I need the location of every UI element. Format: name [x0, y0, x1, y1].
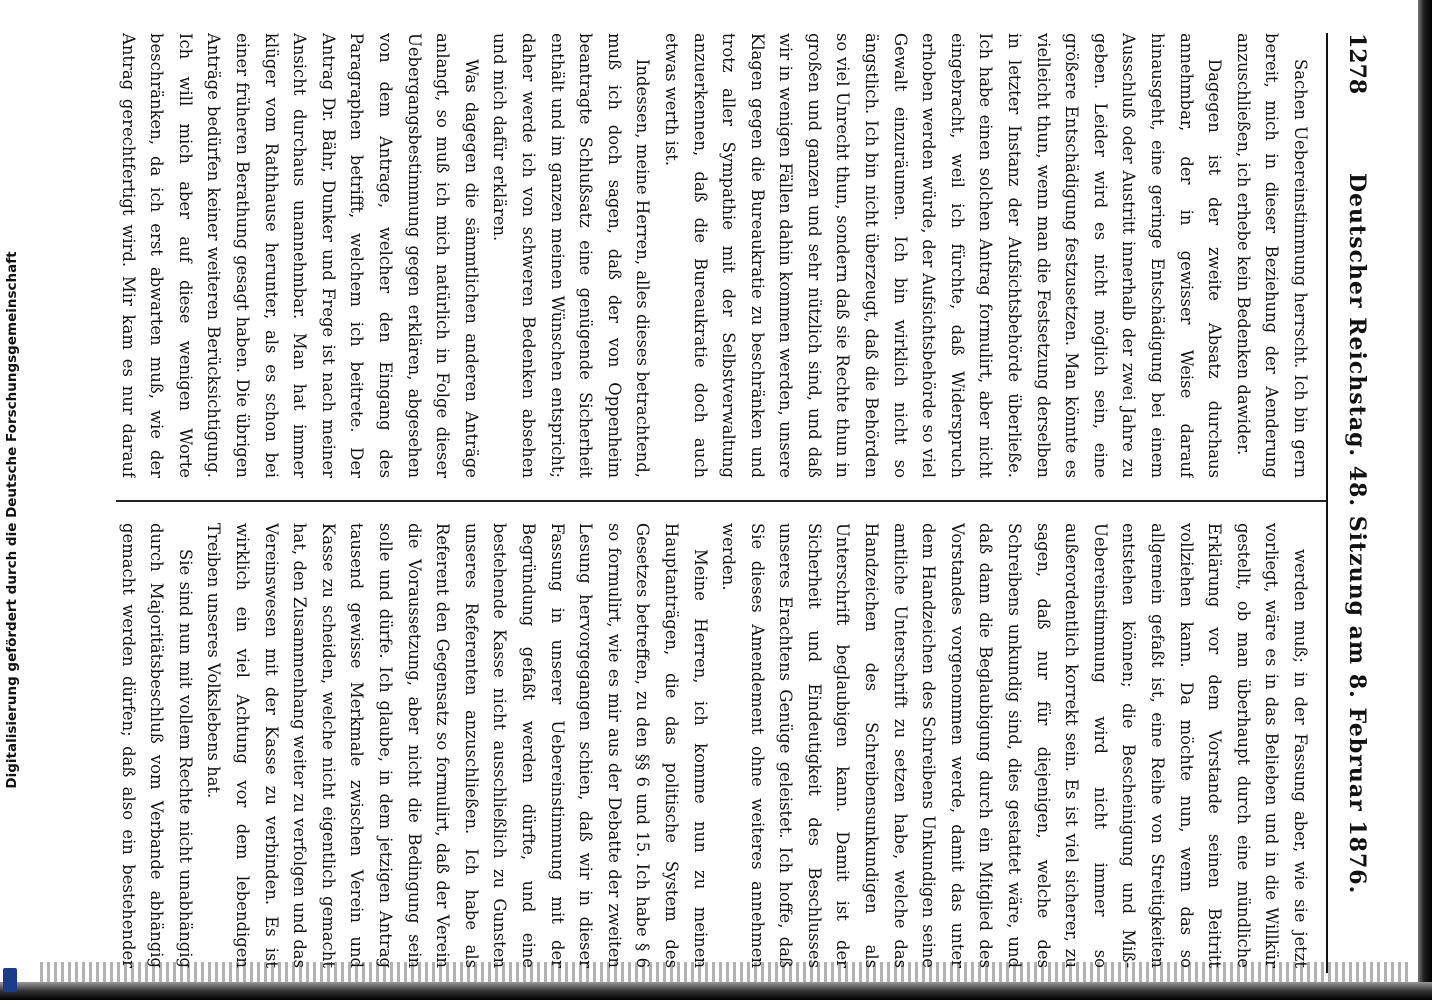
paragraph: Indessen, meine Herren, alles dieses betrachtend, muß ich doch sagen, daß der von Oppenheim beantragte Schlußsatz eine genügende Sicherheit enthält und im ganzen meinen Wünschen entspricht; daher werde ich von schweren Bedenken absehen und mich dafür erklären. — [490, 32, 653, 478]
dfg-logo-icon — [3, 968, 17, 992]
paragraph: Dagegen ist der zweite Absatz durchaus annehmbar, der in gewisser Weise darauf hinausgeht, eine geringe Entschädigung bei einem Ausschluß oder Austritt innerhalb der zwei Jahre zu geben. Leider wird es nicht möglich sein, eine größere Entschädigung festzusetzen. Man könnte es vielleicht thun, wenn man die Festsetzung derselben in letzter Instanz der Aufsichtsbehörde überließe. Ich habe einen solchen Antrag formulirt, aber nicht eingebracht, weil ich fürchte, daß Widerspruch erhoben werden würde, der Aufsichtsbehörde so viel Gewalt einzuräumen. Ich bin wirklich nicht so ängstlich. Ich bin nicht überzeugt, daß die Behörden so viel Unrecht thun, sondern daß sie Rechte thun in großen und ganzen und sehr nützlich sind, und daß wir in wenigen Fällen dahin kommen werden, unsere Klagen gegen die Bureaukratie zu beschränken und trotz aller Sympathie mit der Selbstverwaltung anzuerkennen, daß die Bureaukratie doch auch etwas werth ist. — [661, 32, 1225, 478]
column-divider — [116, 500, 1326, 502]
page-header — [1330, 33, 1370, 973]
paragraph: Meine Herren, ich komme nun zu meinen Hauptanträgen, die das politische System des Gesetzes betreffen, zu den §§ 6 und 15. Ich habe § 6 so formulirt, wie es mir aus der Debatte der zweiten Lesung hervorgegangen schien, daß wir in dieser Fassung in unserer Uebereinstimmung mit der Begründung gefaßt werden dürfte, und eine bestehende Kasse nicht ausschließlich zu Gunsten unseres Referenten anzuschließen. Ich habe als Referent den Gegensatz so formulirt, daß der Verein die Voraussetzung, aber nicht die Bedingung sein solle und dürfe. Ich glaube, in dem jetzigen Antrag tausend gewisse Merkmale zwischen Verein und Kasse zu scheiden, welche nicht eigentlich gemacht hat, den Zusammenhang weiter zu verfolgen und das Vereinswesen mit der Kasse zu verbinden. Es ist wirklich ein viel Achtung vor dem lebendigen Treiben unseres Volkslebens hat. — [204, 522, 710, 968]
page-content — [100, 33, 1370, 973]
right-column — [119, 523, 1314, 968]
left-column — [119, 33, 1314, 478]
paragraph: werden muß; in der Fassung aber, wie sie jetzt vorliegt, wäre es in das Belieben und in die Willkür gestellt, ob man überhaupt durch eine mündliche Erklärung vor dem Vorstande seinen Beitritt vollziehen kann. Da möchte nun, wenn das so allgemein gefaßt ist, eine Reihe von Streitigkeiten entstehen können; die Bescheinigung und Miß-Uebereinstimmung wird nicht immer so außerordentlich korrekt sein. Es ist viel sicherer, zu sagen, daß nur für diejenigen, welche des Schreibens unkundig sind, dies gestattet wäre, und daß dann die Beglaubigung durch ein Mitglied des Vorstandes vorgenommen werde, damit das unter dem Handzeichen des Schreibens Unkundigen seine amtliche Unterschrift zu setzen habe, welche das Handzeichen des Schreibensunkundigen als Unterschrift beglaubigen kann. Damit ist der Sicherheit und Eindeutigkeit des Beschlusses unseres Erachtens Genüge geleistet. Ich hoffe, daß Sie dieses Amendement ohne weiteres annehmen werden. — [719, 522, 1310, 968]
scan-bottom-edge — [0, 982, 1432, 1000]
header-rule — [1326, 33, 1328, 973]
paragraph: Sachen Uebereinstimmung herrscht. Ich bin gern bereit, mich in dieser Beziehung der Aenderung anzuschließen, ich erhebe kein Bedenken dawider. — [1233, 32, 1310, 478]
digitization-sidebar — [2, 40, 22, 1000]
paragraph: Was dagegen die sämmtlichen anderen Anträge anlangt, so muß ich mich natürlich in Folge dieser Uebergangsbestimmung gegen erklären, abgesehen von dem Antrage, welcher den Eingang des Paragraphen betrifft, welchem ich beitrete. Der Antrag Dr. Bähr, Dunker und Frege ist nach meiner Ansicht durchaus unannehmbar. Man hat immer klüger vom Rathhause herunter, als es schon bei einer früheren Berathung gesagt haben. Die übrigen Anträge bedürfen keiner weiteren Berücksichtigung. Ich will mich aber auf diese wenigen Worte beschränken, da ich erst abwarten muß, wie der Antrag gerechtfertigt wird. Mir kam es nur darauf — [119, 32, 481, 478]
running-title: Deutscher Reichstag. 48. Sitzung am 8. Februar 1876. — [1344, 172, 1370, 894]
scanned-page — [90, 30, 1380, 975]
digitization-note: Digitalisierung gefördert durch die Deutsche Forschungsgemeinschaft — [4, 251, 20, 789]
scan-right-edge — [1418, 0, 1432, 1000]
paragraph: Sie sind nun mit vollem Rechte nicht unabhängig durch Majoritätsbeschluß vom Verbande abhängig gemacht werden dürfen; daß also ein bestehender — [119, 522, 195, 968]
page-number: 1278 — [1344, 32, 1370, 94]
